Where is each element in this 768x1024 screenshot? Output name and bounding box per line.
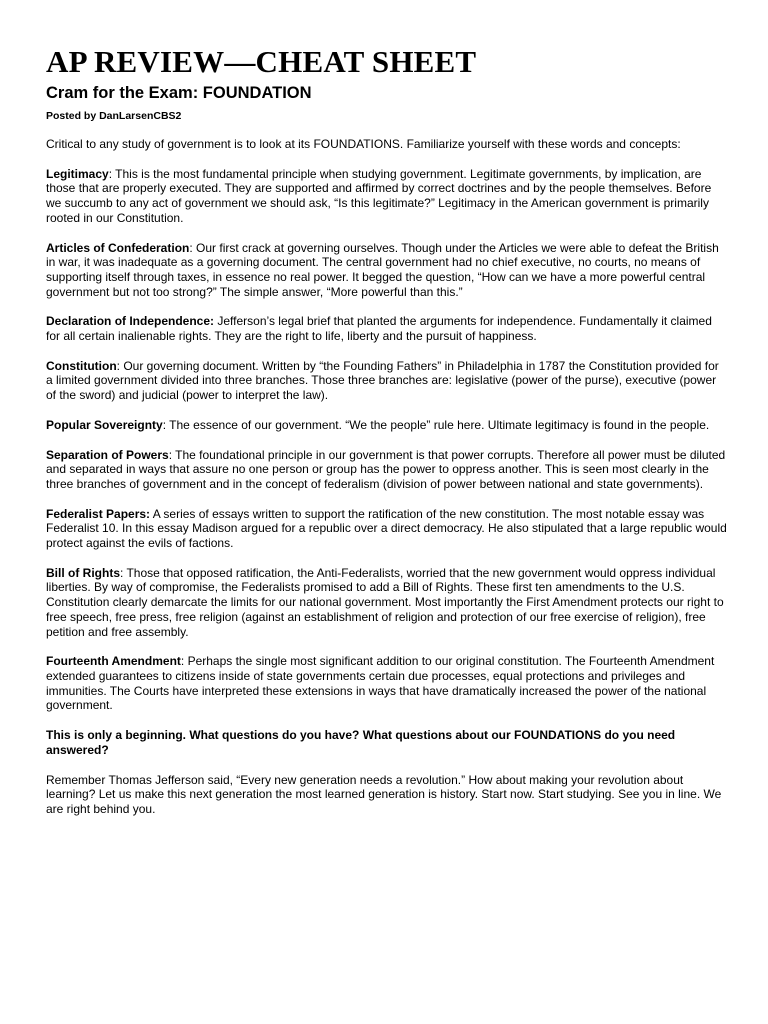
- section-term: Legitimacy: [46, 166, 109, 181]
- document-subtitle: Cram for the Exam: FOUNDATION: [46, 84, 312, 102]
- section-separator: :: [116, 358, 124, 373]
- section-term: Fourteenth Amendment: [46, 654, 181, 669]
- section-bill-of-rights: [46, 566, 728, 640]
- section-text: Our governing document. Written by “the Founding Fathers” in Philadelphia in 1787 the Constitution provided for a limited government divided into three branches. Those three branches are: legislative (power of the purse), executive (power of the sword) and judicial (power to interpret the law).: [46, 358, 719, 403]
- section-term: Bill of Rights: [46, 565, 120, 580]
- byline: Posted by DanLarsenCBS2: [46, 110, 182, 122]
- section-term: Federalist Papers:: [46, 506, 151, 521]
- section-separator: :: [108, 166, 116, 181]
- closing-paragraph: Remember Thomas Jefferson said, “Every new generation needs a revolution.” How about making your revolution about learning? Let us make this next generation the most learned generation is history. Start now. Start studying. See you in line. We are right behind you.: [46, 772, 722, 816]
- document-page: [46, 44, 728, 832]
- closing-question: This is only a beginning. What questions do you have? What questions about our FOUNDATIONS do you need answered?: [46, 728, 676, 757]
- section-text: The foundational principle in our government is that power corrupts. Therefore all power must be diluted and separated in ways that assure no one person or group has the power to oppress another. This is seen most clearly in the three branches of government and in the concept of federalism (division of power between national and state governments).: [46, 447, 726, 491]
- section-text: A series of essays written to support the ratification of the new constitution. The most notable essay was Federalist 10. In this essay Madison argued for a republic over a direct democracy. He also stipulated that a large republic would protect against the evils of factions.: [46, 506, 727, 551]
- intro-paragraph: Critical to any study of government is to look at its FOUNDATIONS. Familiarize yourself with these words and concepts:: [46, 137, 681, 151]
- section-separator: :: [162, 417, 170, 432]
- section-fourteenth-amendment: [46, 654, 728, 713]
- section-separator: :: [189, 240, 197, 255]
- section-term: Declaration of Independence:: [46, 314, 215, 329]
- section-term: Popular Sovereignty: [46, 417, 163, 432]
- section-term: Constitution: [46, 358, 117, 373]
- section-text: Perhaps the single most significant addition to our original constitution. The Fourteenth Amendment extended guarantees to citizens inside of state governments certain due processes, equal protections and privileges and immunities. The Courts have interpreted these extensions in ways that have dramatically increased the power of the national government.: [46, 654, 715, 713]
- section-term: Articles of Confederation: [46, 240, 190, 255]
- section-popular-sovereignty: [46, 418, 728, 433]
- section-separator: :: [180, 654, 188, 669]
- section-text: Our first crack at governing ourselves. Though under the Articles we were able to defeat the British in war, it was inadequate as a governing document. The central government had no chief executive, no courts, no means of supporting itself through taxes, in essence no real power. It begged the question, “How can we have a more powerful central government but not too strong?” The simple answer, “More powerful than this.”: [46, 240, 719, 299]
- document-title: AP REVIEW—CHEAT SHEET: [46, 44, 477, 79]
- section-text: This is the most fundamental principle when studying government. Legitimate governments, by implication, are those that are properly executed. They are supported and affirmed by correct doctrines and by the people themselves. Before we succumb to any act of government we should ask, “Is this legitimate?” Legitimacy in the American government is primarily rooted in our Constitution.: [46, 166, 712, 225]
- section-separator: :: [168, 447, 176, 462]
- section-constitution: [46, 359, 728, 403]
- section-declaration-of-independence: [46, 314, 728, 343]
- section-text: The essence of our government. “We the people” rule here. Ultimate legitimacy is found in the people.: [169, 417, 710, 432]
- section-text: Jefferson’s legal brief that planted the arguments for independence. Fundamentally it claimed for all certain inalienable rights. They are the right to life, liberty and the pursuit of happiness.: [46, 314, 712, 344]
- section-federalist-papers: [46, 507, 728, 551]
- section-separation-of-powers: [46, 448, 728, 492]
- section-separator: :: [120, 565, 127, 580]
- section-text: Those that opposed ratification, the Anti-Federalists, worried that the new government would oppress individual liberties. By way of compromise, the Federalists promised to add a Bill of Rights. These first ten amendments to the U.S. Constitution clearly demarcate the limits for our national government. Most importantly the First Amendment protects our right to free speech, free press, free religion (against an establishment of religion and protection of our free exercise of religion), free petition and free assembly.: [46, 565, 724, 639]
- section-legitimacy: [46, 167, 728, 226]
- section-term: Separation of Powers: [46, 447, 169, 462]
- section-articles-of-confederation: [46, 241, 728, 300]
